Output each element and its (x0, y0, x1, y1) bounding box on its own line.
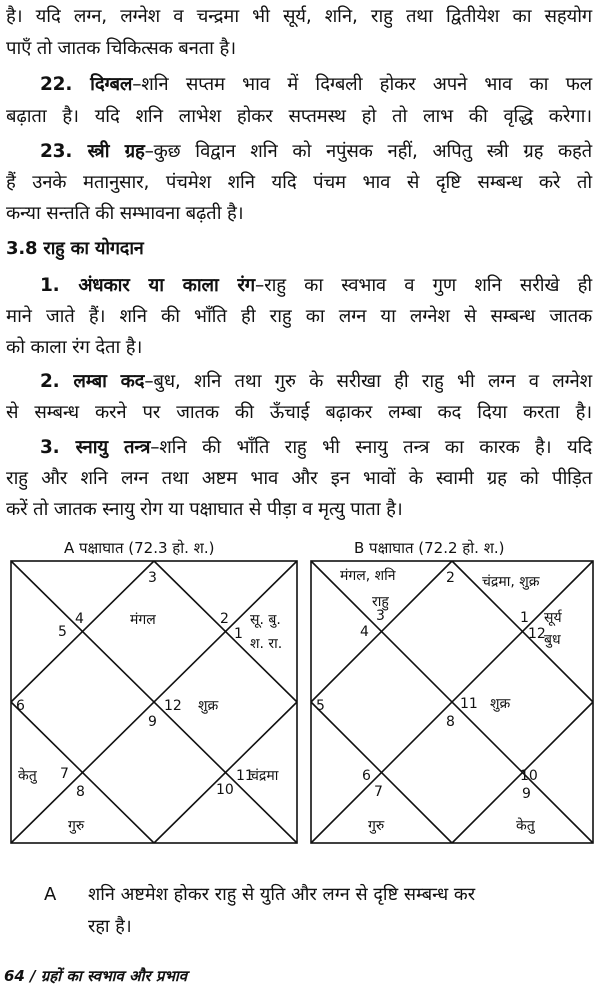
house-number: 1 (520, 610, 529, 626)
planet-label: मंगल (130, 612, 156, 628)
house-number: 12 (164, 698, 182, 714)
item-3-line-1 (40, 433, 592, 463)
note-line-2: रहा है। (88, 916, 132, 937)
section-heading: 3.8 राहु का योगदान (6, 238, 144, 259)
house-number: 4 (360, 624, 369, 640)
chart-a-diagram (10, 560, 298, 844)
item-1-label: 1. अंधकार या काला रंग (40, 275, 256, 296)
house-number: 7 (374, 784, 383, 800)
chart-b-title: B पक्षाघात (72.2 हो. श.) (354, 539, 505, 557)
planet-label: केतु (516, 818, 535, 834)
planet-label: चंद्रमा (250, 768, 279, 784)
house-number: 8 (446, 714, 455, 730)
house-number: 7 (60, 766, 69, 782)
house-number: 1 (234, 626, 243, 642)
house-number: 10 (520, 768, 538, 784)
text-line: बढ़ाता है। यदि शनि लाभेश होकर सप्तमस्थ हो तो लाभ की वृद्धि करेगा। (6, 106, 592, 127)
item-23-text: –कुछ विद्वान शनि को नपुंसक नहीं, अपितु स्त्री ग्रह कहते (144, 141, 593, 162)
planet-label: राहु (372, 594, 389, 610)
planet-label: केतु (18, 768, 37, 784)
text-line: कन्या सन्तति की सम्भावना बढ़ती है। (6, 203, 244, 224)
item-3-label: 3. स्नायु तन्त्र (40, 437, 151, 458)
item-1-text: –राहु का स्वभाव व गुण शनि सरीखे ही (255, 275, 592, 296)
planet-label: सू. बु. (250, 612, 281, 628)
item-3-text: –शनि की भाँति राहु भी स्नायु तन्त्र का कारक है। यदि (150, 437, 592, 458)
house-number: 9 (522, 786, 531, 802)
planet-label: बुध (544, 632, 561, 648)
house-number: 5 (58, 624, 67, 640)
planet-label: चंद्रमा, शुक्र (482, 574, 540, 590)
text-line: करें तो जातक स्नायु रोग या पक्षाघात से पीड़ा व मृत्यु पाता है। (6, 499, 403, 520)
item-22-text: –शनि सप्तम भाव में दिग्बली होकर अपने भाव का फल (132, 74, 592, 95)
text-line: पाएँ तो जातक चिकित्सक बनता है। (6, 38, 236, 59)
note-line-1: शनि अष्टमेश होकर राहु से युति और लग्न से दृष्टि सम्बन्ध कर (88, 884, 476, 905)
planet-label: शुक्र (490, 696, 511, 712)
house-number: 2 (446, 570, 455, 586)
item-2-label: 2. लम्बा कद (40, 371, 145, 392)
planet-label: गुरु (368, 818, 385, 834)
text-line: को काला रंग देता है। (6, 337, 143, 358)
house-number: 3 (148, 570, 157, 586)
item-2-text: –बुध, शनि तथा गुरु के सरीखा ही राहु भी लग्न व लग्नेश (144, 371, 592, 392)
note-marker: A (44, 884, 57, 905)
chart-b-diagram (310, 560, 594, 844)
text-line: हैं उनके मतानुसार, पंचमेश शनि यदि पंचम भाव से दृष्टि सम्बन्ध करे तो (6, 172, 592, 193)
house-number: 11 (236, 768, 254, 784)
chart-a-title: A पक्षाघात (72.3 हो. श.) (64, 539, 215, 557)
house-number: 6 (16, 698, 25, 714)
planet-label: गुरु (68, 818, 85, 834)
planet-label: सूर्य (544, 610, 562, 626)
house-number: 9 (148, 714, 157, 730)
house-number: 4 (75, 611, 84, 627)
house-number: 8 (76, 784, 85, 800)
house-number: 6 (362, 768, 371, 784)
item-22-label: 22. दिग्बल (40, 74, 133, 95)
text-line: है। यदि लग्न, लग्नेश व चन्द्रमा भी सूर्य, शनि, राहु तथा द्वितीयेश का सहयोग (6, 6, 592, 27)
item-23-label: 23. स्त्री ग्रह (40, 141, 145, 162)
planet-label: शुक्र (198, 698, 219, 714)
house-number: 11 (460, 696, 478, 712)
item-22-line-1 (40, 70, 592, 100)
page-footer: 64 / ग्रहों का स्वभाव और प्रभाव (4, 967, 188, 985)
house-number: 5 (316, 698, 325, 714)
house-number: 2 (220, 611, 229, 627)
item-23-line-1 (40, 137, 592, 167)
house-number: 3 (376, 608, 385, 624)
text-line: माने जाते हैं। शनि की भाँति ही राहु का लग्न या लग्नेश से सम्बन्ध जातक (6, 306, 592, 327)
planet-label: श. रा. (250, 636, 283, 652)
planet-label: मंगल, शनि (340, 568, 396, 584)
house-number: 10 (216, 782, 234, 798)
item-1-line-1 (40, 271, 592, 301)
text-line: से सम्बन्ध करने पर जातक की ऊँचाई बढ़ाकर लम्बा कद दिया करता है। (6, 402, 592, 423)
text-line: राहु और शनि लग्न तथा अष्टम भाव और इन भावों के स्वामी ग्रह को पीड़ित (6, 468, 592, 489)
house-number: 12 (528, 626, 546, 642)
item-2-line-1 (40, 367, 592, 397)
